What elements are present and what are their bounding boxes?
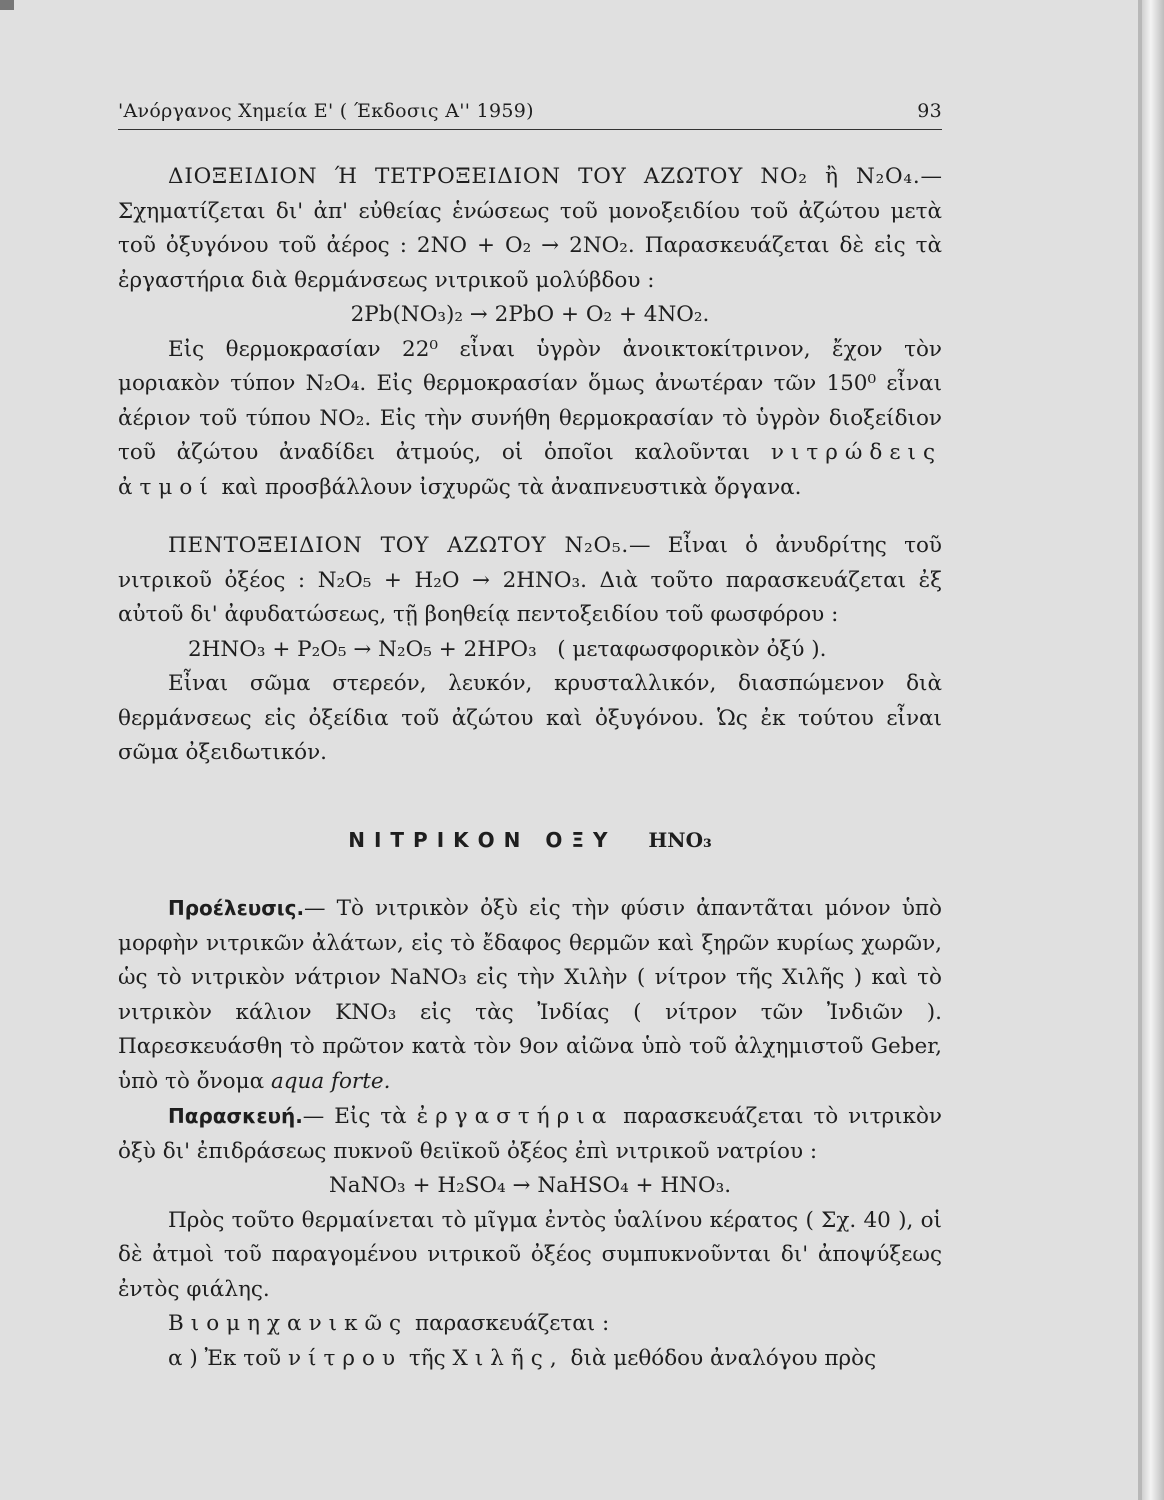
n2o5-heading: ΠΕΝΤΟΞΕΙΔΙΟΝ ΤΟΥ ΑΖΩΤΟΥ N₂O₅. bbox=[168, 533, 630, 558]
hno3-title-formula: HNO₃ bbox=[648, 827, 712, 852]
item-a-marker: α ) bbox=[168, 1345, 198, 1371]
item-a-text-1: Ἐκ τοῦ bbox=[204, 1345, 282, 1371]
hno3-title-text: ΝΙΤΡΙΚΟΝ ΟΞΥ bbox=[348, 827, 617, 852]
n2o5-paragraph bbox=[118, 529, 942, 633]
preparation-term-labs: ἐργαστήρια bbox=[416, 1104, 614, 1129]
preparation-text-1: — Εἰς τὰ bbox=[302, 1104, 407, 1129]
origin-text: — Τὸ νιτρικὸν ὀξὺ εἰς τὴν φύσιν ἀπαντᾶται μόνον ὑπὸ μορφὴν νιτρικῶν ἀλάτων, εἰς τὸ ἔδαφος θερμῶν καὶ ξηρῶν κυρίως χωρῶν, ὡς τὸ νιτρικὸν νάτριον NaNO₃ εἰς τὴν Χιλὴν ( νίτρον τῆς Χιλῆς ) καὶ τὸ νιτρικὸν κάλιον KNO₃ εἰς τὰς Ἰνδίας ( νίτρον τῶν Ἰνδιῶν ). Παρεσκευάσθη τὸ πρῶτον κατὰ τὸν 9ον αἰῶνα ὑπὸ τοῦ ἀλχημιστοῦ Geber, ὑπὸ τὸ ὄνομα bbox=[118, 896, 942, 1094]
origin-label: Προέλευσις. bbox=[168, 896, 305, 920]
n2o5-equation-line bbox=[188, 633, 942, 668]
preparation-paragraph bbox=[118, 1099, 942, 1169]
item-a-text-3: διὰ μεθόδου ἀναλόγου πρὸς bbox=[570, 1345, 877, 1371]
no2-equation: 2Pb(NO₃)₂ → 2PbO + O₂ + 4NO₂. bbox=[350, 302, 710, 327]
item-a-text-2: τῆς bbox=[408, 1345, 446, 1371]
industrial-text: παρασκευάζεται : bbox=[414, 1311, 610, 1336]
preparation-equation: NaNO₃ + H₂SO₄ → NaHSO₄ + HNO₃. bbox=[328, 1173, 732, 1198]
industrial-paragraph bbox=[118, 1307, 942, 1342]
item-a-term-nitre: νίτρου bbox=[287, 1345, 403, 1371]
origin-paragraph bbox=[118, 891, 942, 1099]
n2o5-text-1: — Εἶναι ὁ ἀνυδρίτης τοῦ νιτρικοῦ ὀξέος : N₂O₅ + H₂O → 2HNO₃. Διὰ τοῦτο παρασκευάζεται ἐξ αὐτοῦ δι' ἀφυδατώσεως, τῇ βοηθείᾳ πεντοξειδίου τοῦ φωσφόρου : bbox=[118, 533, 942, 627]
no2-text-2: Εἰς θερμοκρασίαν 22⁰ εἶναι ὑγρὸν ἀνοικτοκίτρινον, ἔχον τὸν μοριακὸν τύπον N₂O₄. Εἰς θερμοκρασίαν ὅμως ἀνωτέραν τῶν 150⁰ εἶναι ἀέριον τοῦ τύπου NO₂. Εἰς τὴν συνήθη θερμοκρασίαν τὸ ὑγρὸν διοξείδιον τοῦ ἀζώτου ἀναδίδει ἀτμούς, οἱ ὁποῖοι καλοῦνται bbox=[118, 336, 942, 465]
page-edge bbox=[1142, 0, 1164, 1500]
no2-heading: ΔΙΟΞΕΙΔΙΟΝ Ή ΤΕΤΡΟΞΕΙΔΙΟΝ ΤΟΥ ΑΖΩΤΟΥ NO₂ ἢ N₂O₄. bbox=[168, 164, 921, 189]
book-page bbox=[118, 100, 942, 1376]
preparation-apparatus-paragraph: Πρὸς τοῦτο θερμαίνεται τὸ μῖγμα ἐντὸς ὑαλίνου κέρατος ( Σχ. 40 ), οἱ δὲ ἀτμοὶ τοῦ παραγομένου νιτρικοῦ ὀξέος συμπυκνοῦνται δι' ἀποψύξεως ἐντὸς φιάλης. bbox=[118, 1207, 942, 1302]
no2-paragraph bbox=[118, 160, 942, 298]
n2o5-equation: 2HNO₃ + P₂O₅ → N₂O₅ + 2HPO₃ bbox=[188, 636, 537, 662]
no2-text-3: καὶ προσβάλλουν ἰσχυρῶς τὰ ἀναπνευστικὰ ὄργανα. bbox=[221, 474, 802, 500]
running-head-title: 'Ανόργανος Χημεία Ε' ( Έκδοσις Α'' 1959) bbox=[118, 100, 534, 122]
no2-properties-paragraph bbox=[118, 333, 942, 506]
preparation-text-2: παρασκευάζεται τὸ νιτρικὸν ὀξὺ δι' ἐπιδράσεως πυκνοῦ θειϊκοῦ ὀξέος ἐπὶ νιτρικοῦ νατρίου : bbox=[118, 1104, 942, 1164]
origin-italic-term: aqua forte. bbox=[270, 1068, 391, 1094]
page-content bbox=[118, 160, 942, 1376]
item-a-term-chile: Χιλῆς, bbox=[452, 1345, 564, 1371]
item-a-paragraph bbox=[118, 1342, 942, 1377]
n2o5-equation-note: ( μεταφωσφορικὸν ὀξύ ). bbox=[557, 636, 827, 662]
industrial-term: Βιομηχανικῶς bbox=[168, 1311, 409, 1336]
hno3-section-title bbox=[118, 823, 942, 858]
running-head bbox=[118, 100, 942, 130]
no2-text-1: — Σχηματίζεται δι' ἀπ' εὐθείας ἑνώσεως τοῦ μονοξειδίου τοῦ ἀζώτου μετὰ τοῦ ὀξυγόνου τοῦ ἀέρος : 2NO + O₂ → 2NO₂. Παρασκευάζεται δὲ εἰς τὰ ἐργαστήρια διὰ θερμάνσεως νιτρικοῦ μολύβδου : bbox=[118, 164, 942, 293]
page-number: 93 bbox=[917, 100, 942, 122]
preparation-label: Παρασκευή. bbox=[168, 1104, 303, 1128]
n2o5-properties-paragraph: Εἶναι σῶμα στερεόν, λευκόν, κρυσταλλικόν, διασπώμενον διὰ θερμάνσεως εἰς ὀξείδια τοῦ ἀζώτου καὶ ὀξυγόνου. Ὡς ἐκ τούτου εἶναι σῶμα ὀξειδωτικόν. bbox=[118, 671, 942, 765]
scan-corner-mark bbox=[0, 0, 14, 10]
no2-term-fumes: νιτρώδεις ἀτμοί bbox=[118, 440, 942, 500]
